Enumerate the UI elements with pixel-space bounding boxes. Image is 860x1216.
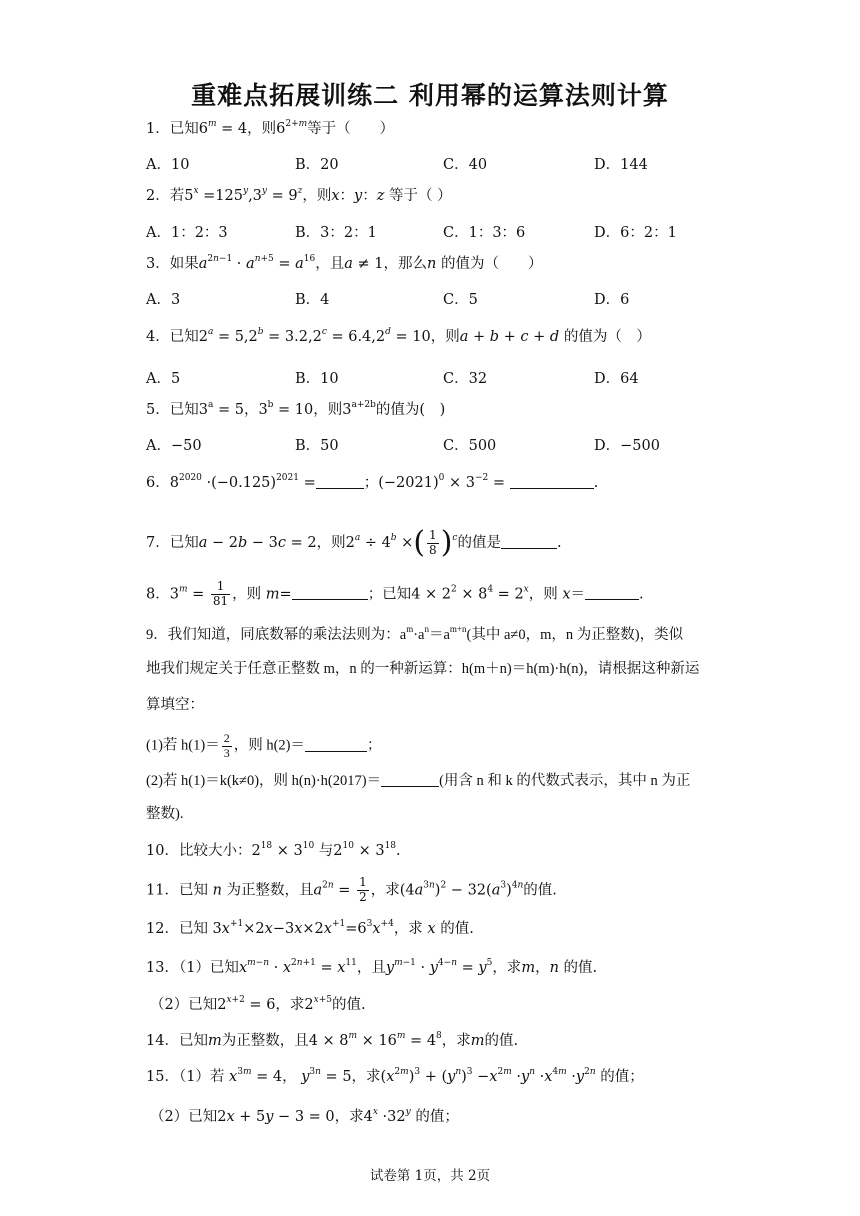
q1-option-a: A．10 bbox=[146, 157, 190, 173]
q3-option-c: C．5 bbox=[443, 292, 478, 308]
q5-option-d: D．−500 bbox=[594, 438, 660, 454]
q4-option-b: B．10 bbox=[295, 371, 339, 387]
page-title: 重难点拓展训练二 利用幂的运算法则计算 bbox=[191, 81, 669, 110]
q4-option-d: D．64 bbox=[594, 371, 639, 387]
q2-option-c: C．1：3：6 bbox=[443, 225, 526, 241]
question-14: 14．已知m为正整数，且$4 \times 8^m \times 16^m = 4^8$，求m的值. bbox=[146, 1031, 519, 1049]
answer-blank[interactable] bbox=[316, 475, 364, 489]
answer-blank[interactable] bbox=[501, 535, 557, 549]
question-9-part-2-cont: 整数). bbox=[146, 806, 184, 822]
question-12: 12．已知 $3x^{+1}\times 2x-3x\times 2x^{+1}=6^3x^{+4}$，求 x 的值. bbox=[146, 919, 474, 937]
question-15-part-1: 15．（1）若 $x^{3m} = 4$， $y^{3n} = 5$，求$(x^{2m})^3 + (y^n)^3 -x^{2m} \cdot y^n \cdot x^{4m} \cdot y^{2n}$ 的值； bbox=[146, 1067, 644, 1085]
question-10: 10．比较大小：$2^{18} \times 3^{10}$ 与$2^{10} \times 3^{18}$. bbox=[146, 841, 401, 859]
question-9-part-2: (2)若 h(1)＝k(k≠0)，则 h(n)·h(2017)＝ (用含 n 和 k 的代数式表示，其中 n 为正 bbox=[146, 773, 691, 789]
q4-option-c: C．32 bbox=[443, 371, 488, 387]
q1-option-d: D．144 bbox=[594, 157, 648, 173]
question-6: 6．$8^{2020} \cdot(-0.125)^{2021}$ = ；$(-2021)^0 \times 3^{-2}$ = . bbox=[146, 473, 599, 491]
question-13-part-1: 13．（1）已知$x^{m-n} \cdot x^{2n+1} = x^{11}$，且$y^{m-1} \cdot y^{4-n} = y^5$，求m，n 的值. bbox=[146, 958, 598, 976]
answer-blank[interactable] bbox=[292, 586, 368, 600]
question-9-part-1: (1)若 h(1)＝ $\frac{2}{3}$ ，则 h(2)＝ ； bbox=[146, 731, 382, 760]
question-3: 3．如果$a^{2n-1} \cdot a^{n+5} = a^{16}$，且a ≠ 1，那么n 的值为（ ） bbox=[146, 254, 543, 272]
question-13-part-2: （2）已知$2^{x+2} = 6$，求$2^{x+5}$的值. bbox=[150, 995, 366, 1013]
question-8: 8．$3^m$ = $\frac{1}{81}$ ，则 m= ；已知$4 \times 2^2 \times 8^4 = 2^x$，则 x＝ . bbox=[146, 579, 644, 608]
q3-option-d: D．6 bbox=[594, 292, 630, 308]
question-9-line-2: 地我们规定关于任意正整数 m，n 的一种新运算：h(m＋n)＝h(m)·h(n)，请根据这种新运 bbox=[146, 661, 700, 677]
answer-blank[interactable] bbox=[510, 475, 594, 489]
question-5: 5．已知$3^a = 5$，$3^b = 10$，则$3^{a+2b}$的值为( ) bbox=[146, 400, 446, 418]
q5-option-c: C．500 bbox=[443, 438, 497, 454]
answer-blank[interactable] bbox=[381, 773, 439, 787]
q5-option-a: A．−50 bbox=[146, 438, 202, 454]
answer-blank[interactable] bbox=[585, 586, 639, 600]
question-7: 7．已知a − 2b − 3c = 2，则$2^a \div 4^b$ ×( $\frac{1}{8}$ )$^c$的值是 . bbox=[146, 525, 562, 560]
question-4: 4．已知$2^a = 5,2^b = 3.2,2^c = 6.4,2^d = 10$，则a + b + c + d 的值为（ ） bbox=[146, 327, 651, 345]
q1-option-c: C．40 bbox=[443, 157, 488, 173]
q1-option-b: B．20 bbox=[295, 157, 339, 173]
question-15-part-2: （2）已知2x + 5y − 3 = 0，求$4^x \cdot 32^y$ 的值； bbox=[150, 1107, 459, 1125]
q2-option-d: D．6：2：1 bbox=[594, 225, 677, 241]
question-9-line-1: 9．我们知道，同底数幂的乘法法则为：$a^m\cdot a^n=a^{m+n}$(其中 a≠0，m，n 为正整数)，类似 bbox=[146, 624, 684, 643]
answer-blank[interactable] bbox=[305, 738, 367, 752]
question-1: 1．已知$6^m = 4$，则$6^{2+m}$等于（ ） bbox=[146, 119, 395, 137]
page-footer: 试卷第 1页，共 2页 bbox=[369, 1168, 491, 1184]
q2-option-b: B．3：2：1 bbox=[295, 225, 377, 241]
q3-option-b: B．4 bbox=[295, 292, 330, 308]
question-9-line-3: 算填空： bbox=[146, 697, 204, 713]
q3-option-a: A．3 bbox=[146, 292, 181, 308]
question-2: 2．若$5^x =125^y,3^y = 9^z$，则x：y：z 等于（ ） bbox=[146, 186, 452, 204]
q5-option-b: B．50 bbox=[295, 438, 339, 454]
q4-option-a: A．5 bbox=[146, 371, 181, 387]
q2-option-a: A．1：2：3 bbox=[146, 225, 228, 241]
question-11: 11．已知 n 为正整数，且$a^{2n}$ = $\frac{1}{2}$ ，求$(4a^{3n})^2 - 32(a^3)^{4n}$的值. bbox=[146, 875, 557, 904]
